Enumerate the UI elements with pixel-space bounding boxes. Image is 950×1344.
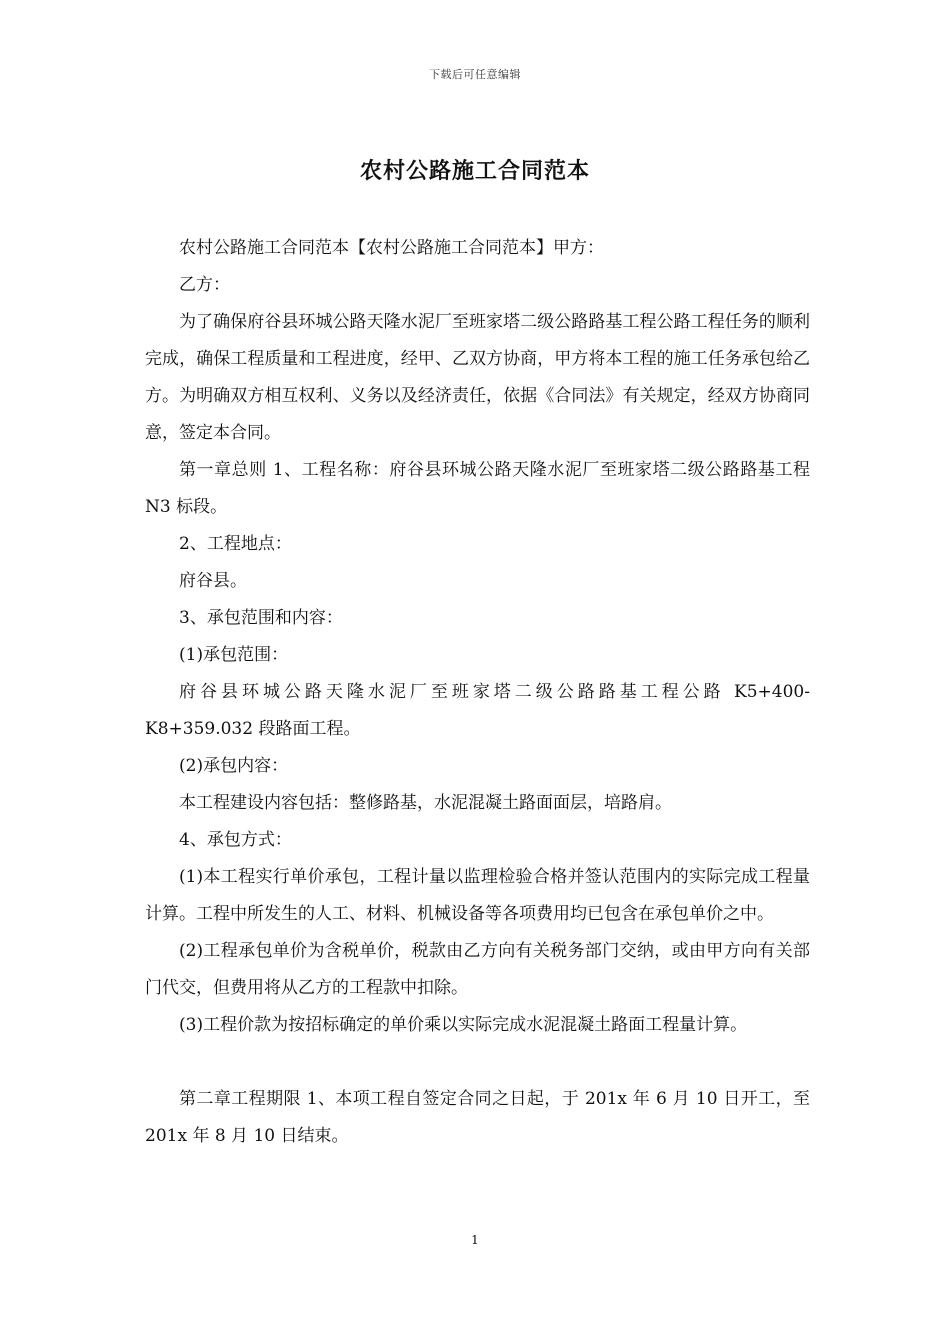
document-title: 农村公路施工合同范本	[359, 158, 590, 184]
paragraph-content-heading: (2)承包内容：	[179, 756, 289, 776]
page-header-note: 下载后可任意编辑	[429, 68, 521, 81]
paragraph-purpose: 为了确保府谷县环城公路天隆水泥厂至班家塔二级公路路基工程公路工程任务的顺利完成，确保工程质量和工程进度，经甲、乙双方协商，甲方将本工程的施工任务承包给乙方。为明确双方相互权利、义务以及经济责任，依据《合同法》有关规定，经双方协商同意，签定本合同。	[145, 312, 810, 443]
page-number: 1	[471, 1233, 479, 1247]
paragraph-project-location-heading: 2、工程地点：	[179, 534, 292, 554]
paragraph-party-b: 乙方：	[179, 275, 230, 295]
paragraph-intro: 农村公路施工合同范本【农村公路施工合同范本】甲方：	[179, 238, 604, 258]
paragraph-method-3: (3)工程价款为按招标确定的单价乘以实际完成水泥混凝土路面工程量计算。	[179, 1015, 748, 1035]
paragraph-chapter-2-period: 第二章工程期限 1、本项工程自签定合同之日起，于 201x 年 6 月 10 日开工，至 201x 年 8 月 10 日结束。	[145, 1089, 810, 1146]
paragraph-content-detail: 本工程建设内容包括：整修路基，水泥混凝土路面面层，培路肩。	[179, 793, 672, 813]
paragraph-method-heading: 4、承包方式：	[179, 830, 292, 850]
paragraph-chapter-1-project-name: 第一章总则 1、工程名称：府谷县环城公路天隆水泥厂至班家塔二级公路路基工程 N3 标段。	[145, 460, 810, 517]
paragraph-method-1: (1)本工程实行单价承包，工程计量以监理检验合格并签认范围内的实际完成工程量计算。工程中所发生的人工、材料、机械设备等各项费用均已包含在承包单价之中。	[145, 867, 810, 924]
paragraph-scope-detail: 府谷县环城公路天隆水泥厂至班家塔二级公路路基工程公路 K5+400-K8+359.032 段路面工程。	[145, 682, 810, 739]
document-body	[145, 230, 810, 1155]
paragraph-project-location: 府谷县。	[179, 571, 247, 591]
paragraph-method-2: (2)工程承包单价为含税单价，税款由乙方向有关税务部门交纳，或由甲方向有关部门代交，但费用将从乙方的工程款中扣除。	[145, 941, 810, 998]
paragraph-scope-heading: 3、承包范围和内容：	[179, 608, 343, 628]
paragraph-scope-sub-heading: (1)承包范围：	[179, 645, 289, 665]
